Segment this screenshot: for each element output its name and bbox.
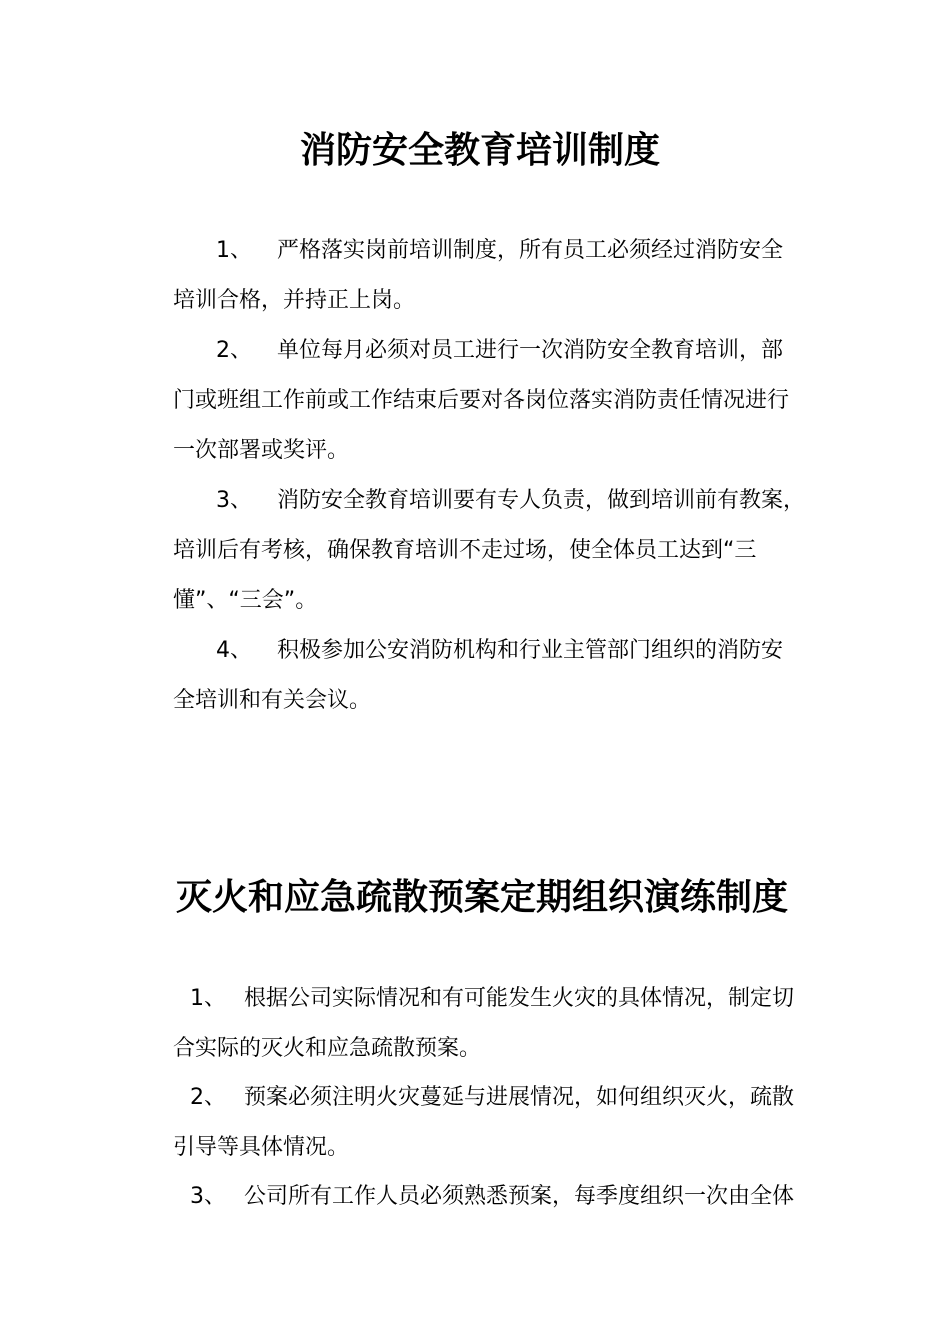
- paragraph-line: 单位每月必须对员工进行一次消防安全教育培训，部: [277, 338, 784, 363]
- paragraph-line: 引导等具体情况。: [173, 1135, 350, 1160]
- paragraph-line: 消防安全教育培训要有专人负责，做到培训前有教案，: [277, 488, 806, 513]
- paragraph-line: 培训合格，并持正上岗。: [173, 288, 416, 313]
- item-number: 3、: [190, 1184, 226, 1209]
- item-number: 1、: [216, 238, 252, 263]
- paragraph-line: 懂”、“三会”。: [173, 588, 318, 613]
- paragraph-line: 门或班组工作前或工作结束后要对各岗位落实消防责任情况进行: [173, 388, 790, 413]
- item-number: 2、: [190, 1085, 226, 1110]
- paragraph-line: 一次部署或奖评。: [173, 438, 350, 463]
- paragraph-line: 公司所有工作人员必须熟悉预案，每季度组织一次由全体: [244, 1184, 795, 1209]
- item-number: 1、: [190, 986, 226, 1011]
- section-title: 消防安全教育培训制度: [300, 130, 661, 171]
- paragraph-line: 培训后有考核，确保教育培训不走过场，使全体员工达到“三: [173, 538, 757, 563]
- paragraph-line: 预案必须注明火灾蔓延与进展情况，如何组织灭火，疏散: [244, 1085, 795, 1110]
- item-number: 4、: [216, 638, 252, 663]
- item-number: 3、: [216, 488, 252, 513]
- section-title: 灭火和应急疏散预案定期组织演练制度: [176, 877, 789, 918]
- paragraph-line: 根据公司实际情况和有可能发生火灾的具体情况，制定切: [244, 986, 795, 1011]
- paragraph-line: 严格落实岗前培训制度，所有员工必须经过消防安全: [277, 238, 784, 263]
- item-number: 2、: [216, 338, 252, 363]
- paragraph-line: 合实际的灭火和应急疏散预案。: [173, 1036, 482, 1061]
- paragraph-line: 全培训和有关会议。: [173, 688, 372, 713]
- paragraph-line: 积极参加公安消防机构和行业主管部门组织的消防安: [277, 638, 784, 663]
